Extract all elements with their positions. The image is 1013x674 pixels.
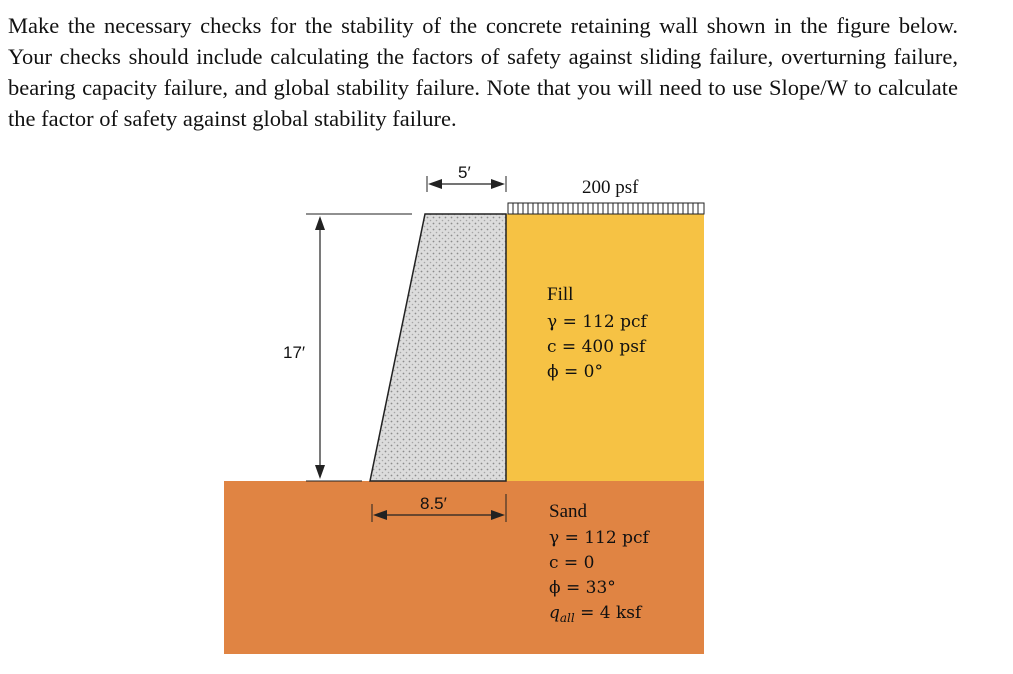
sand-gamma: γ = 112 pcf xyxy=(549,528,649,548)
sand-cohesion: c = 0 xyxy=(549,553,595,573)
sand-phi: ϕ = 33° xyxy=(549,578,616,598)
height-dimension xyxy=(315,216,325,479)
qall-subscript: all xyxy=(559,611,575,625)
sand-title: Sand xyxy=(549,501,587,522)
surcharge-load xyxy=(508,203,704,214)
fill-cohesion: c = 400 psf xyxy=(547,337,646,357)
fill-phi: ϕ = 0° xyxy=(547,362,603,382)
sand-layer xyxy=(224,481,704,654)
concrete-wall xyxy=(370,214,506,481)
fill-title: Fill xyxy=(547,284,574,305)
surcharge-label: 200 psf xyxy=(582,177,639,198)
qall-value: = 4 ksf xyxy=(574,603,642,623)
base-width-label: 8.5′ xyxy=(420,494,447,513)
fill-gamma: γ = 112 pcf xyxy=(547,312,647,332)
problem-statement: Make the necessary checks for the stability of the concrete retaining wall shown in the figure below. Your checks should include calculating the factors of safety against sliding failure, overturning failure, bearing capacity failure, and global stability failure. Note that you will need to use Slope/W to calculate the factor of safety against global stability failure. xyxy=(8,13,958,131)
top-width-label: 5′ xyxy=(458,163,471,182)
height-label: 17′ xyxy=(283,343,306,362)
qall-symbol: q xyxy=(549,603,560,623)
